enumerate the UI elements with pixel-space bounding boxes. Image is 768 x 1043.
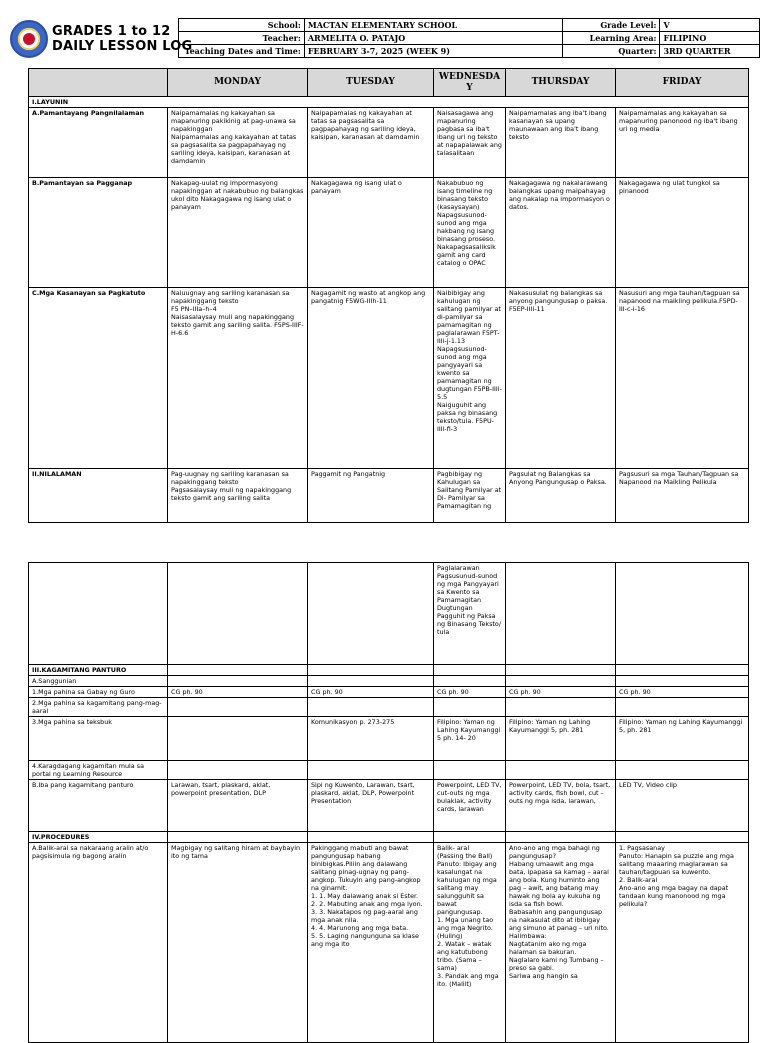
title-line-2: DAILY LESSON LOG <box>52 39 193 54</box>
table-cell: Pagbibigay ng Kahulugan sa Salitang Pamilyar at Di- Pamilyar sa Pamamagitan ng <box>434 469 506 523</box>
table-cell: Komunikasyon p. 273-275 <box>308 717 434 761</box>
table-cell: CG ph. 90 <box>308 687 434 698</box>
table-cell: Paggamit ng Pangatnig <box>308 469 434 523</box>
table-cell: Balik- aral (Passing the Ball) Panuto: Ibigay ang kasalungat na kahulugan ng mga salitang may salungguhit sa bawat pangungusap. 1. Mga unang tao ang mga Negrito. (Huling) 2. Watak – watak ang katutubong tribo. (Sama – sama) 3. Pandak ang mga ito. (Maliit) <box>434 843 506 1043</box>
teacher-value: ARMELITA O. PATAJO <box>304 32 562 45</box>
day-header-wednesday: WEDNESDA Y <box>434 69 506 97</box>
row-label-iba-pang-kagamitan: B.Iba pang kagamitang panturo <box>29 780 168 832</box>
dates-value: FEBRUARY 3-7, 2025 (WEEK 9) <box>304 45 562 58</box>
quarter-label: Quarter: <box>562 45 660 58</box>
school-value: MACTAN ELEMENTARY SCHOOL <box>304 19 562 32</box>
table-cell: Nakasusulat ng balangkas sa anyong pangungusap o paksa. F5EP-IIIi-11 <box>506 288 616 469</box>
table-cell: Naipamamalas ng kakayahan sa mapanuring pakikinig at pag-unawa sa napakinggan Naipamamalas ang kakayahan at tatas sa pagsasalita sa pagpapahayag ng sariling ideya, kaisipan, karanasan at damdamin <box>168 108 308 178</box>
table-cell: Naipamamalas ang iba't ibang kasanayan sa upang maunawaan ang iba't ibang teksto <box>506 108 616 178</box>
header-info-table <box>178 18 760 58</box>
row-label-learning-resource: 4.Karagdagang kagamitan mula sa portal ng Learning Resource <box>29 761 168 780</box>
table-cell: Paglalarawan Pagsusunud-sunod ng mga Pangyayari sa Kwento sa Pamamagitan Dugtungan Pagguhit ng Paksa ng Binasang Teksto/ tula <box>434 563 506 665</box>
table-cell: Nakapag-uulat ng impormasyong napakinggan at nakabubuo ng balangkas ukol dito Nakagagawa ng isang ulat o panayam <box>168 178 308 288</box>
row-label-kagamitang-pang-mag-aaral: 2.Mga pahina sa kagamitang pang-mag-aaral <box>29 698 168 717</box>
lesson-table-page-2 <box>28 562 749 1043</box>
table-cell: LED TV, Video clip <box>616 780 749 832</box>
table-cell: Powerpoint, LED TV, cut-outs ng mga bulaklak, activity cards, larawan <box>434 780 506 832</box>
row-label-gabay-ng-guro: 1.Mga pahina sa Gabay ng Guro <box>29 687 168 698</box>
table-cell: Nakagagawa ng nakalarawang balangkas upang maipahayag ang nakalap na impormasyon o datos. <box>506 178 616 288</box>
area-label: Learning Area: <box>562 32 660 45</box>
deped-seal-icon <box>10 20 48 58</box>
table-cell <box>308 563 434 665</box>
table-cell <box>616 563 749 665</box>
table-cell: Naipamamalas ang kakayahan sa mapanuring panonood ng iba't ibang uri ng media <box>616 108 749 178</box>
title-line-1: GRADES 1 to 12 <box>52 24 171 39</box>
row-label-teksbuk: 3.Mga pahina sa teksbuk <box>29 717 168 761</box>
document-title <box>52 24 192 54</box>
table-cell: Ano-ano ang mga bahagi ng pangungusap? Habang umaawit ang mga bata, ipapasa sa kamag – aaral ang bola. Kung huminto ang pag – awit, ang batang may hawak ng bola ay kukuha ng isda sa fish bowl. Babasahin ang pangungusap na nakasulat dito at ibibigay ang simuno at panag – uri nito. Halimbawa: Nagtatanim ako ng mga halaman sa bakuran. Naglalaro kami ng Tumbang – preso sa gabi. Sariwa ang hangin sa <box>506 843 616 1043</box>
table-cell: Filipino: Yaman ng Lahing Kayumanggi 5, ph. 281 <box>506 717 616 761</box>
table-cell: Filipino: Yaman ng Lahing Kayumanggi 5, ph. 281 <box>616 717 749 761</box>
row-label-sanggunian: A.Sanggunian <box>29 676 168 687</box>
table-cell <box>168 563 308 665</box>
teacher-label: Teacher: <box>179 32 305 45</box>
table-cell: Naipapamalas ng kakayahan at tatas sa pagsasalita sa pagpapahayag ng sariling ideya, kaisipan, karanasan at damdamin <box>308 108 434 178</box>
day-header-friday: FRIDAY <box>616 69 749 97</box>
table-cell: Nakabubuo ng isang timeline ng binasang teksto (kasaysayan) Napagsusunod-sunod ang mga hakbang ng isang binasang proseso. Nakapagsasaliksik gamit ang card catalog o OPAC <box>434 178 506 288</box>
table-cell: CG ph. 90 <box>434 687 506 698</box>
table-cell <box>29 563 168 665</box>
table-cell: Pagsusuri sa mga Tauhan/Tagpuan sa Napanood na Maikling Pelikula <box>616 469 749 523</box>
table-cell: Nakagagawa ng isang ulat o panayam <box>308 178 434 288</box>
row-label-mga-kasanayan: C.Mga Kasanayan sa Pagkatuto <box>29 288 168 469</box>
table-cell: Nakagagawa ng ulat tungkol sa pinanood <box>616 178 749 288</box>
day-header-thursday: THURSDAY <box>506 69 616 97</box>
day-header-tuesday: TUESDAY <box>308 69 434 97</box>
table-cell <box>506 563 616 665</box>
table-cell: Larawan, tsart, plaskard, aklat, powerpoint presentation, DLP <box>168 780 308 832</box>
table-cell: Nasusuri ang mga tauhan/tagpuan sa napanood na maikling pelikula.F5PD-III-c-i-16 <box>616 288 749 469</box>
quarter-value: 3RD QUARTER <box>660 45 760 58</box>
table-cell: CG ph. 90 <box>616 687 749 698</box>
area-value: FILIPINO <box>660 32 760 45</box>
school-label: School: <box>179 19 305 32</box>
table-cell: CG ph. 90 <box>506 687 616 698</box>
table-cell: Powerpoint, LED TV, bola, tsart, activity cards, fish bowl, cut – outs ng mga isda, larawan, <box>506 780 616 832</box>
grade-label: Grade Level: <box>562 19 660 32</box>
row-label-balik-aral: A.Balik-aral sa nakaraang aralin at/o pagsisimula ng bagong aralin <box>29 843 168 1043</box>
corner-cell <box>29 69 168 97</box>
table-cell: Sipi ng Kuwento, Larawan, tsart, plaskard, aklat, DLP, Powerpoint Presentation <box>308 780 434 832</box>
table-cell: Pakinggang mabuti ang bawat pangungusap habang binibigkas.Piliin ang dalawang salitang pinag-ugnay ng pang-angkop. Tukuyin ang pang-angkop na ginamit. 1. 1. May dalawang anak si Ester. 2. 2. Mabuting anak ang mga iyon. 3. 3. Nakatapos ng pag-aaral ang mga anak nila. 4. 4. Marunong ang mga bata. 5. 5. Laging nangunguna sa klase ang mga ito <box>308 843 434 1043</box>
table-cell <box>168 717 308 761</box>
row-label-pamantayan-sa-pagganap: B.Pamantayan sa Pagganap <box>29 178 168 288</box>
table-cell: Pag-uugnay ng sariling karanasan sa napakinggang teksto Pagsasalaysay muli ng napakinggang teksto gamit ang sariling salita <box>168 469 308 523</box>
day-header-monday: MONDAY <box>168 69 308 97</box>
section-title-layunin: I.LAYUNIN <box>29 97 749 108</box>
table-cell: Nagagamit ng wasto at angkop ang pangatnig F5WG-IIIh-11 <box>308 288 434 469</box>
table-cell: Magbigay ng salitang hiram at baybayin ito ng tama <box>168 843 308 1043</box>
table-cell: 1. Pagsasanay Panuto: Hanapin sa puzzle ang mga salitang maaaring maglarawan sa tauhan/tagpuan sa kuwento. 2. Balik-aral Ano-ano ang mga bagay na dapat tandaan kung manonood ng mga pelikula? <box>616 843 749 1043</box>
lesson-table-page-1 <box>28 68 749 523</box>
grade-value: V <box>660 19 760 32</box>
table-cell: Naibibigay ang kahulugan ng salitang pamilyar at di-pamilyar sa pamamagitan ng paglalarawan F5PT-IIIi-j-1.13 Napagsusunod-sunod ang mga pangyayari sa kwento sa pamamagitan ng dugtungan F5PB-IIIi-5.5 Naiguguhit ang paksa ng binasang teksto/tula. F5PU-IIIi-fi-3 <box>434 288 506 469</box>
table-cell: Naiuugnay ang sariling karanasan sa napakinggang teksto F5 PN–IIIa–h–4 Naisasalaysay muli ang napakinggang teksto gamit ang sariling salita. F5PS-IIIF-H-6.6 <box>168 288 308 469</box>
lesson-log-header <box>8 18 760 60</box>
table-cell: CG ph. 90 <box>168 687 308 698</box>
table-cell: Pagsulat ng Balangkas sa Anyong Pangungusap o Paksa. <box>506 469 616 523</box>
row-label-pamantayang-pangnilalaman: A.Pamantayang Pangnilalaman <box>29 108 168 178</box>
table-cell: Filipino: Yaman ng Lahing Kayumanggi 5 ph. 14- 20 <box>434 717 506 761</box>
table-cell: Naisasagawa ang mapanuring pagbasa sa iba't ibang uri ng teksto at napapalawak ang talasalitaan <box>434 108 506 178</box>
dates-label: Teaching Dates and Time: <box>179 45 305 58</box>
section-title-kagamitang-panturo: III.KAGAMITANG PANTURO <box>29 665 168 676</box>
section-title-procedures: IV.PROCEDURES <box>29 832 168 843</box>
row-label-nilalaman: II.NILALAMAN <box>29 469 168 523</box>
